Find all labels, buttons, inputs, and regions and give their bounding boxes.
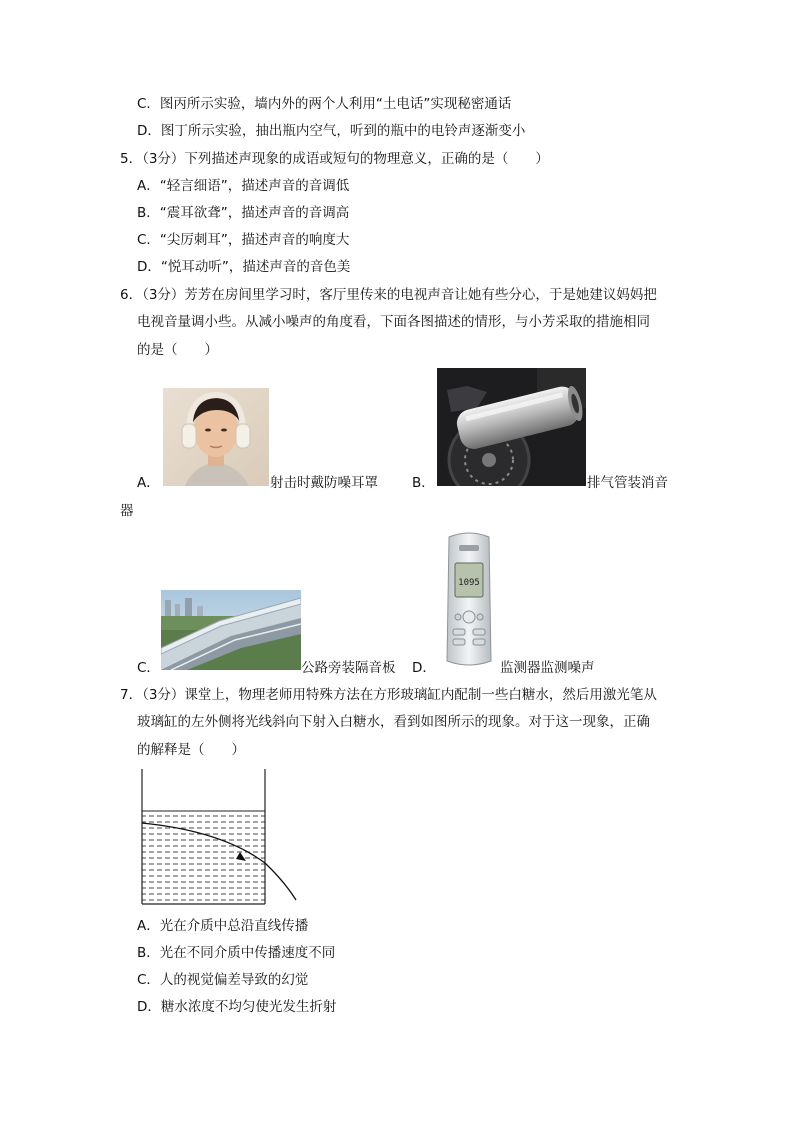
q5-option-b: B．“震耳欲聋”，描述声音的音调高 — [137, 205, 350, 221]
q6-stem-line1: 6．（3分）芳芳在房间里学习时，客厅里传来的电视声音让她有些分心，于是她建议妈妈把 — [120, 287, 657, 303]
noise-meter-photo — [439, 529, 499, 670]
q4-option-c: C．图丙所示实验，墙内外的两个人利用“土电话”实现秘密通话 — [137, 96, 512, 112]
q6-option-d-caption: 监测器监测噪声 — [500, 660, 595, 676]
q7-option-b: B．光在不同介质中传播速度不同 — [137, 945, 336, 961]
q6-option-b-caption-wrap: 器 — [120, 503, 134, 519]
q6-option-c-caption: 公路旁装隔音板 — [301, 660, 396, 676]
q4-option-d: D．图丁所示实验，抽出瓶内空气，听到的瓶中的电铃声逐渐变小 — [137, 123, 526, 139]
q7-stem-line1: 7．（3分）课堂上，物理老师用特殊方法在方形玻璃缸内配制一些白糖水，然后用激光笔从 — [120, 687, 657, 703]
glass-tank-diagram — [132, 765, 304, 910]
q6-option-c-label: C． — [137, 660, 160, 676]
q5-option-c: C．“尖厉刺耳”，描述声音的响度大 — [137, 232, 350, 248]
q5-option-a: A．“轻言细语”，描述声音的音调低 — [137, 178, 350, 194]
q6-option-b-caption: 排气管装消音 — [587, 475, 668, 491]
q7-option-d: D．糖水浓度不均匀使光发生折射 — [137, 999, 337, 1015]
q6-option-b-label: B． — [412, 475, 435, 491]
headphones-photo — [163, 388, 269, 486]
q6-stem-line2: 电视音量调小些。从减小噪声的角度看，下面各图描述的情形，与小芳采取的措施相同 — [137, 314, 650, 330]
q5-option-d: D．“悦耳动听”，描述声音的音色美 — [137, 259, 351, 275]
q6-option-a-caption: 射击时戴防噪耳罩 — [270, 475, 378, 491]
q7-option-c: C．人的视觉偏差导致的幻觉 — [137, 972, 309, 988]
q7-stem-line3: 的解释是（ ） — [137, 742, 245, 758]
exhaust-muffler-photo — [437, 368, 586, 486]
q5-stem: 5．（3分）下列描述声现象的成语或短句的物理意义，正确的是（ ） — [120, 151, 549, 167]
q7-option-a: A．光在介质中总沿直线传播 — [137, 918, 309, 934]
q7-stem-line2: 玻璃缸的左外侧将光线斜向下射入白糖水，看到如图所示的现象。对于这一现象，正确 — [137, 714, 650, 730]
meter-display-reading: 1095 — [458, 578, 480, 588]
q6-option-a-label: A． — [137, 475, 160, 491]
q6-stem-line3: 的是（ ） — [137, 342, 218, 358]
highway-sound-barrier-photo — [161, 590, 301, 670]
q6-option-d-label: D． — [412, 660, 436, 676]
